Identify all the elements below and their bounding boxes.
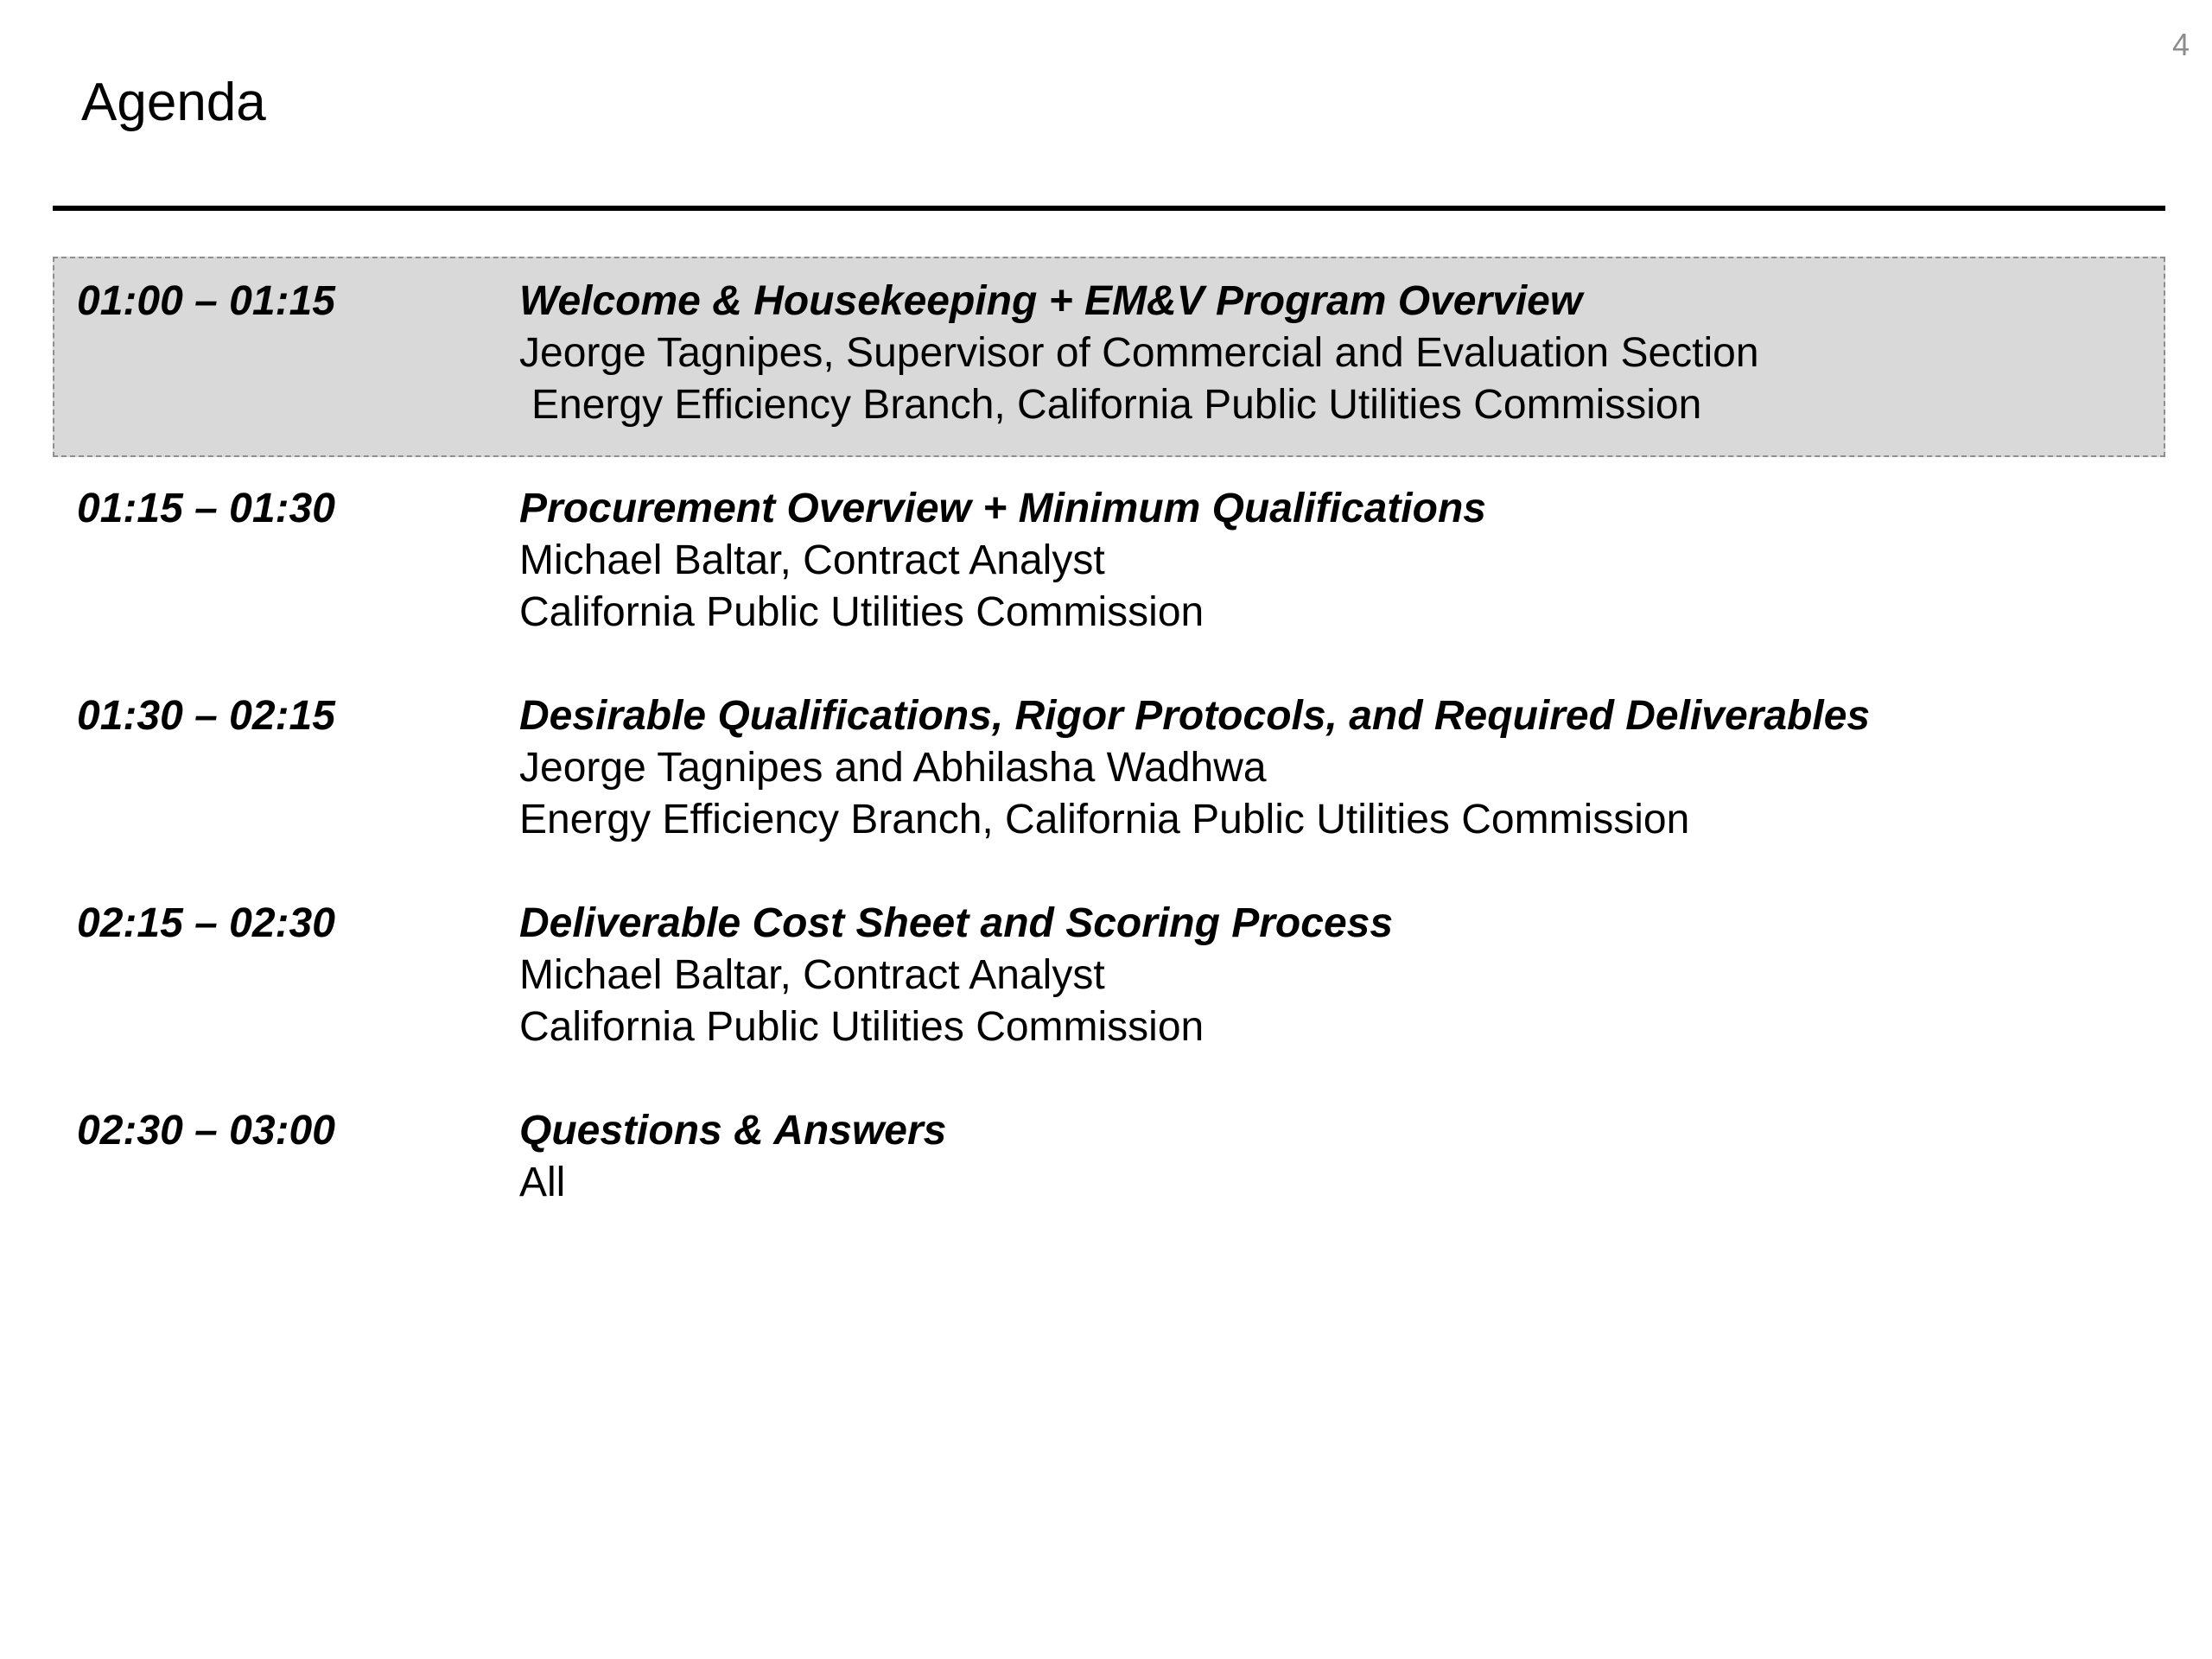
agenda-item-qualifications (53, 671, 2165, 879)
title-divider (53, 206, 2165, 211)
agenda-item-procurement (53, 464, 2165, 671)
agenda-topic: Questions & Answers (519, 1108, 947, 1154)
agenda-time: 02:30 – 03:00 (77, 1108, 335, 1154)
agenda-presenter: All (519, 1160, 566, 1205)
agenda-topic: Desirable Qualifications, Rigor Protocols, and Required Deliverables (519, 693, 1871, 739)
agenda-presenter: Michael Baltar, Contract Analyst (519, 537, 1105, 583)
agenda-time: 01:15 – 01:30 (77, 486, 335, 531)
agenda-details (519, 1105, 946, 1209)
agenda-list (53, 257, 2165, 1294)
agenda-details (519, 898, 1393, 1053)
agenda-time: 01:30 – 02:15 (77, 693, 335, 739)
agenda-time: 02:15 – 02:30 (77, 900, 335, 946)
slide-title: Agenda (81, 73, 266, 132)
agenda-details (519, 483, 1486, 639)
agenda-presenter: Jeorge Tagnipes and Abhilasha Wadhwa (519, 745, 1267, 791)
agenda-topic: Procurement Overview + Minimum Qualifications (519, 486, 1486, 531)
agenda-organization: California Public Utilities Commission (519, 1004, 1205, 1050)
agenda-details (519, 690, 1870, 846)
page-number: 4 (2171, 27, 2190, 62)
agenda-time: 01:00 – 01:15 (77, 278, 335, 324)
agenda-item-questions (53, 1086, 2165, 1294)
agenda-item-cost-sheet (53, 879, 2165, 1086)
agenda-presenter: Michael Baltar, Contract Analyst (519, 952, 1105, 998)
agenda-item-welcome (53, 257, 2165, 457)
agenda-details (519, 276, 1759, 431)
agenda-topic: Deliverable Cost Sheet and Scoring Process (519, 900, 1394, 946)
agenda-organization: Energy Efficiency Branch, California Public Utilities Commission (519, 797, 1690, 842)
agenda-organization: Energy Efficiency Branch, California Public Utilities Commission (531, 382, 1702, 428)
agenda-topic: Welcome & Housekeeping + EM&V Program Overview (519, 278, 1583, 324)
agenda-organization: California Public Utilities Commission (519, 589, 1205, 635)
agenda-presenter: Jeorge Tagnipes, Supervisor of Commercial and Evaluation Section (519, 330, 1759, 376)
